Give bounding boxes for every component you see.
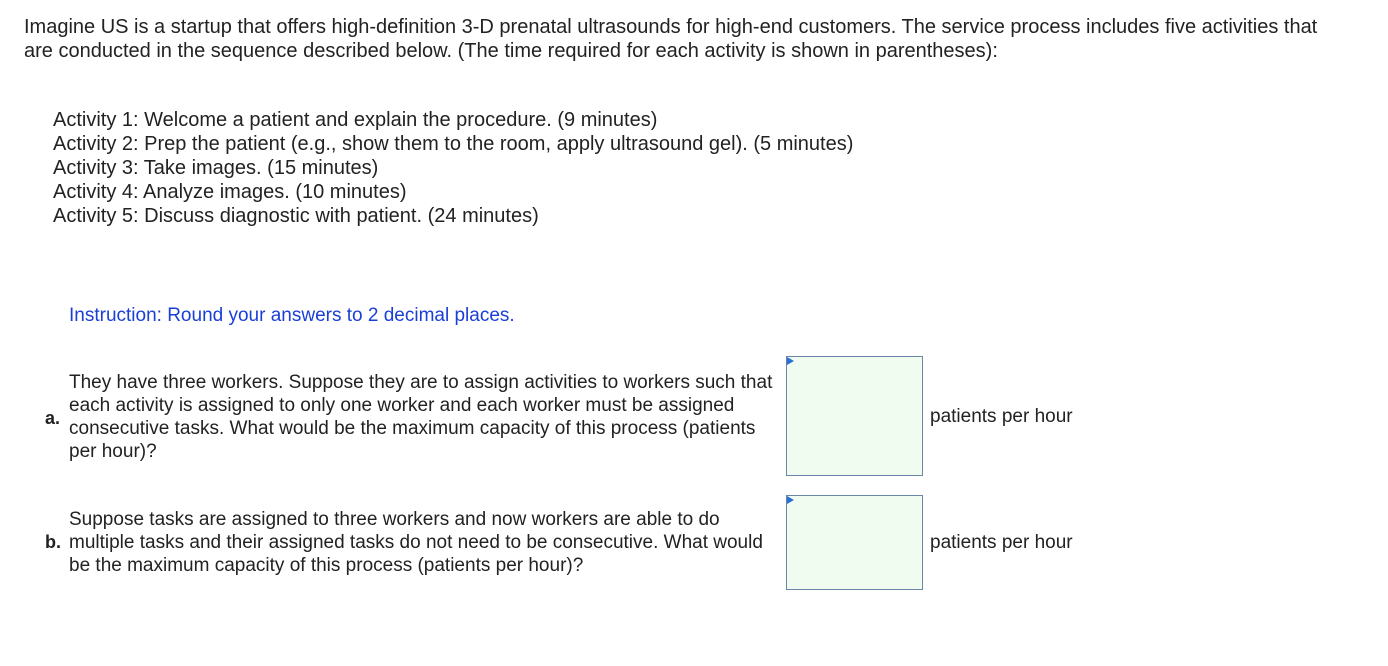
answer-a-box [786,356,923,476]
activity-item: Activity 5: Discuss diagnostic with patient. (24 minutes) [53,205,539,227]
answer-a-input[interactable] [787,357,922,475]
problem-intro: Imagine US is a startup that offers high-definition 3-D prenatal ultrasounds for high-end customers. The service process includes five activities that are conducted in the sequence described below. (The time required for each activity is shown in parentheses): [24,16,1318,62]
question-b-marker: b. [45,532,61,552]
activity-list [53,108,853,228]
question-a-marker: a. [45,408,61,428]
activity-item: Activity 4: Analyze images. (10 minutes) [53,181,407,203]
activity-item: Activity 2: Prep the patient (e.g., show them to the room, apply ultrasound gel). (5 minutes) [53,133,854,155]
answer-b-input[interactable] [787,496,922,589]
activity-item: Activity 3: Take images. (15 minutes) [53,157,379,179]
activity-item: Activity 1: Welcome a patient and explain the procedure. (9 minutes) [53,109,658,131]
answer-b-box [786,495,923,590]
question-b-text: Suppose tasks are assigned to three workers and now workers are able to do multiple tasks and their assigned tasks do not need to be consecutive. What would be the maximum capacity of this process (patients per hour)? [69,509,763,576]
question-a-text: They have three workers. Suppose they are to assign activities to workers such that each activity is assigned to only one worker and each worker must be assigned consecutive tasks. What would be the maximum capacity of this process (patients per hour)? [69,372,773,462]
answer-a-unit: patients per hour [930,406,1073,427]
rounding-instruction: Instruction: Round your answers to 2 decimal places. [69,305,515,326]
answer-b-unit: patients per hour [930,532,1073,553]
